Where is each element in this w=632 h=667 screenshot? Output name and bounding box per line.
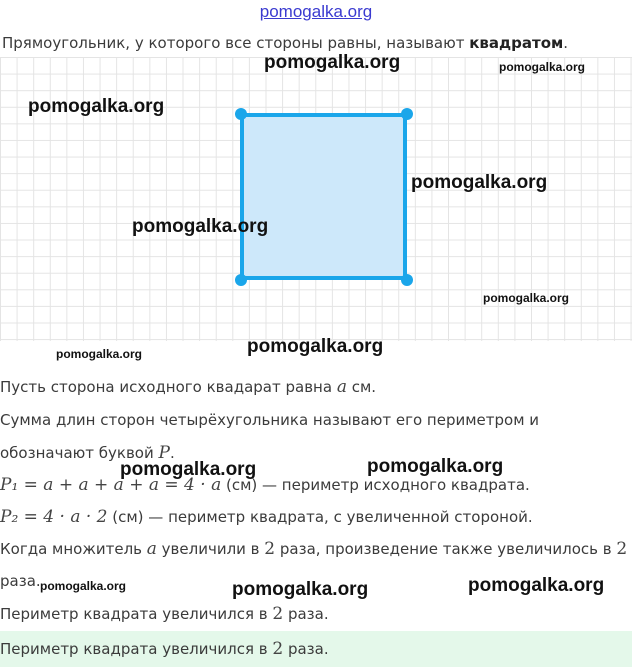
watermark: pomogalka.org: [468, 575, 605, 596]
text-line-8: [0, 604, 329, 624]
watermark: pomogalka.org: [56, 347, 143, 361]
text-fragment: раза.: [283, 640, 329, 658]
text-fragment: обозначают буквой: [0, 444, 159, 462]
math-variable: a: [336, 377, 347, 397]
watermark: pomogalka.org: [120, 459, 257, 480]
definition-text: Прямоугольник, у которого все стороны равны, называют: [2, 34, 470, 52]
formula-line-2: [0, 507, 533, 527]
math-number: 2: [272, 604, 284, 624]
formula-p1: P₁ = a + a + a + a = 4 · a: [0, 475, 222, 495]
definition-line: [2, 34, 568, 52]
text-line-6: [0, 539, 627, 559]
answer-text: [0, 639, 329, 659]
math-number: 2: [616, 539, 628, 559]
text-fragment: см.: [346, 378, 377, 396]
text-fragment: (см) — периметр квадрата, с увеличенной стороной.: [107, 508, 533, 526]
math-variable: a: [146, 539, 157, 559]
math-number: 2: [264, 539, 276, 559]
watermark: pomogalka.org: [483, 291, 570, 305]
text-fragment: (см) — периметр исходного квадрата.: [221, 476, 530, 494]
watermark: pomogalka.org: [499, 60, 586, 74]
text-fragment: Пусть сторона исходного квадарат равна: [0, 378, 337, 396]
text-fragment: Когда множитель: [0, 540, 147, 558]
math-variable: P: [158, 443, 170, 463]
square-vertex-bottom-left: [235, 274, 247, 286]
watermark: pomogalka.org: [264, 52, 401, 73]
text-line-2: Сумма длин сторон четырёхугольника называют его периметром и: [0, 411, 540, 429]
text-fragment: Периметр квадрата увеличился в: [0, 640, 273, 658]
square-figure: [240, 113, 407, 280]
text-fragment: раза, произведение также увеличилось в: [275, 540, 617, 558]
formula-p2: P₂ = 4 · a · 2: [0, 507, 108, 527]
watermark: pomogalka.org: [40, 579, 127, 593]
watermark: pomogalka.org: [132, 216, 269, 237]
math-number: 2: [272, 639, 284, 659]
text-fragment: .: [169, 444, 175, 462]
watermark: pomogalka.org: [232, 579, 369, 600]
text-fragment: увеличили в: [156, 540, 265, 558]
watermark: pomogalka.org: [247, 336, 384, 357]
text-fragment: раза.: [283, 605, 329, 623]
formula-line-1: [0, 475, 530, 495]
definition-term: квадратом: [469, 34, 564, 52]
square-vertex-top-right: [401, 108, 413, 120]
definition-end: .: [563, 34, 569, 52]
text-fragment: Периметр квадрата увеличился в: [0, 605, 273, 623]
text-line-1: [0, 377, 376, 397]
square-vertex-top-left: [235, 108, 247, 120]
square-vertex-bottom-right: [401, 274, 413, 286]
watermark: pomogalka.org: [411, 172, 548, 193]
site-header-link[interactable]: pomogalka.org: [259, 2, 373, 21]
text-line-7: раза.: [0, 572, 41, 590]
watermark: pomogalka.org: [28, 96, 165, 117]
watermark: pomogalka.org: [367, 456, 504, 477]
